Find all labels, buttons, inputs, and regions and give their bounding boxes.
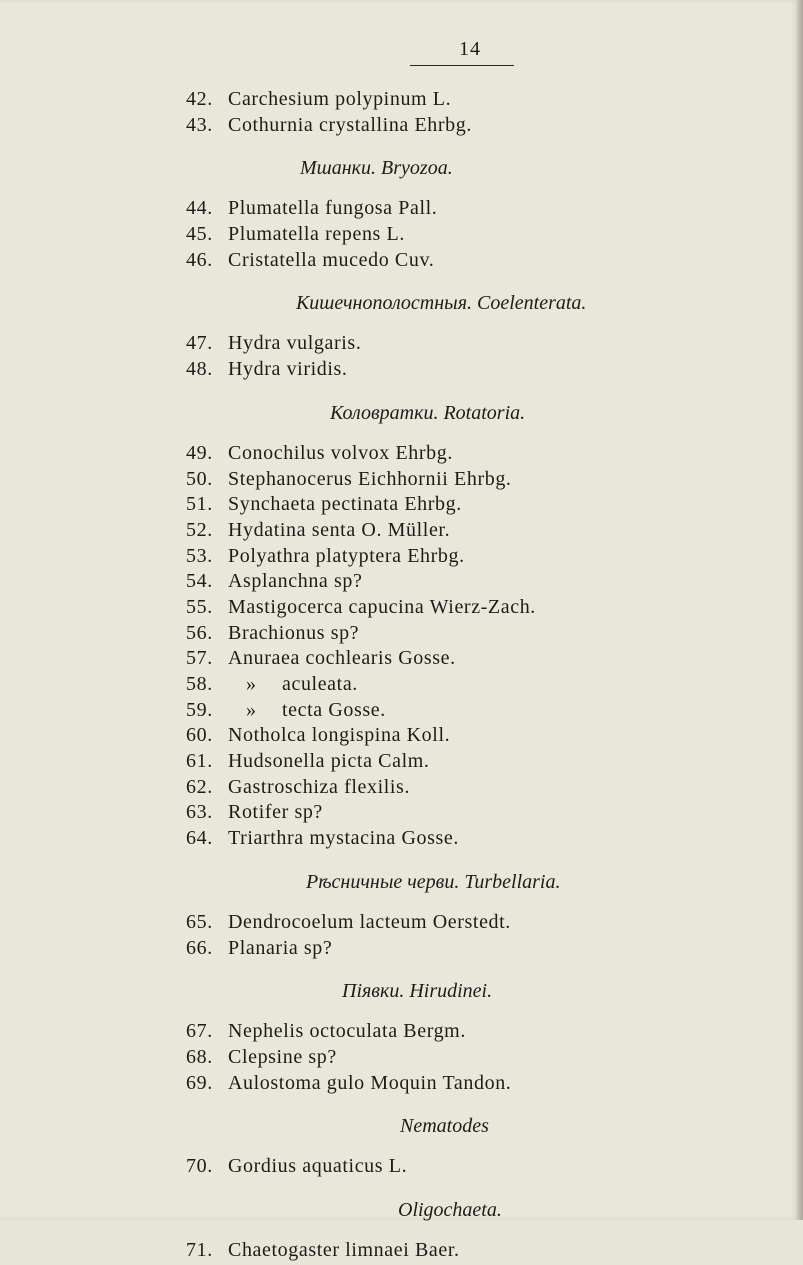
species-entry bbox=[186, 468, 626, 494]
species-entry bbox=[186, 699, 626, 725]
entry-number: 44. bbox=[186, 197, 213, 220]
species-entry bbox=[186, 88, 626, 114]
ditto-mark: » bbox=[246, 698, 257, 721]
species-name: Nephelis octoculata Bergm. bbox=[228, 1020, 466, 1043]
species-entry bbox=[186, 596, 626, 622]
page-number: 14 bbox=[459, 38, 481, 60]
entry-number: 60. bbox=[186, 724, 213, 747]
group-heading: Коловратки. Rotatoria. bbox=[330, 401, 526, 424]
entry-number: 50. bbox=[186, 467, 213, 490]
species-entry bbox=[186, 724, 626, 750]
species-name: Chaetogaster limnaei Baer. bbox=[228, 1238, 460, 1261]
species-name: Polyathra platyptera Ehrbg. bbox=[228, 544, 465, 567]
species-name: Hydra viridis. bbox=[228, 358, 348, 381]
species-name: Gordius aquaticus L. bbox=[228, 1155, 408, 1178]
species-entry bbox=[186, 197, 626, 223]
entry-number: 46. bbox=[186, 248, 213, 271]
group-heading: Nematodes bbox=[400, 1115, 489, 1138]
species-name: Triarthra mystacina Gosse. bbox=[228, 827, 459, 850]
page-number-rule bbox=[410, 65, 514, 66]
species-entry bbox=[186, 622, 626, 648]
entry-number: 55. bbox=[186, 595, 213, 618]
entry-number: 71. bbox=[186, 1238, 213, 1261]
entry-number: 49. bbox=[186, 441, 213, 464]
species-name: Plumatella repens L. bbox=[228, 223, 405, 246]
species-name: Mastigocerca capucina Wierz-Zach. bbox=[228, 595, 536, 618]
entry-number: 42. bbox=[186, 88, 213, 110]
group-heading: Мшанки. Bryozoa. bbox=[300, 157, 453, 180]
species-name: Hudsonella picta Calm. bbox=[228, 750, 430, 773]
page-edge-shadow bbox=[797, 0, 803, 1220]
entry-number: 58. bbox=[186, 673, 213, 695]
species-entry bbox=[186, 358, 626, 384]
species-entry bbox=[186, 249, 626, 275]
entry-number: 52. bbox=[186, 518, 213, 541]
entry-number: 70. bbox=[186, 1155, 213, 1178]
species-name: Stephanocerus Eichhornii Ehrbg. bbox=[228, 467, 512, 490]
species-name: aculeata. bbox=[282, 673, 358, 695]
entry-number: 65. bbox=[186, 910, 213, 933]
entry-number: 54. bbox=[186, 570, 213, 593]
species-name: tecta Gosse. bbox=[282, 698, 386, 721]
ditto-mark: » bbox=[246, 673, 257, 695]
species-name: Notholca longispina Koll. bbox=[228, 724, 451, 747]
entry-number: 64. bbox=[186, 827, 213, 850]
species-name: Carchesium polypinum L. bbox=[228, 88, 452, 110]
entry-number: 66. bbox=[186, 936, 213, 959]
species-name: Dendrocoelum lacteum Oerstedt. bbox=[228, 910, 511, 933]
species-name: Brachionus sp? bbox=[228, 621, 360, 644]
species-name: Aulostoma gulo Moquin Tandon. bbox=[228, 1071, 512, 1094]
species-list bbox=[186, 88, 626, 1265]
entry-number: 67. bbox=[186, 1020, 213, 1043]
species-entry bbox=[186, 750, 626, 776]
species-entry bbox=[186, 570, 626, 596]
entry-number: 51. bbox=[186, 493, 213, 516]
species-entry bbox=[186, 545, 626, 571]
entry-number: 48. bbox=[186, 358, 213, 381]
group-heading: Кишечнополостныя. Coelenterata. bbox=[296, 292, 587, 315]
species-entry bbox=[186, 519, 626, 545]
entry-number: 62. bbox=[186, 775, 213, 798]
entry-number: 61. bbox=[186, 750, 213, 773]
entry-number: 57. bbox=[186, 647, 213, 670]
species-entry bbox=[186, 493, 626, 519]
species-entry bbox=[186, 114, 626, 140]
species-entry bbox=[186, 1239, 626, 1265]
species-entry bbox=[186, 673, 626, 699]
entry-number: 43. bbox=[186, 113, 213, 136]
species-name: Plumatella fungosa Pall. bbox=[228, 197, 438, 220]
species-entry bbox=[186, 1072, 626, 1098]
species-entry bbox=[186, 442, 626, 468]
species-name: Anuraea cochlearis Gosse. bbox=[228, 647, 456, 670]
species-entry bbox=[186, 937, 626, 963]
entry-number: 47. bbox=[186, 332, 213, 355]
species-entry bbox=[186, 1020, 626, 1046]
species-entry bbox=[186, 776, 626, 802]
entry-number: 68. bbox=[186, 1045, 213, 1068]
species-name: Cristatella mucedo Cuv. bbox=[228, 248, 435, 271]
species-name: Rotifer sp? bbox=[228, 801, 323, 824]
species-entry bbox=[186, 1046, 626, 1072]
species-name: Asplanchna sp? bbox=[228, 570, 363, 593]
species-entry bbox=[186, 223, 626, 249]
species-entry bbox=[186, 1155, 626, 1181]
species-name: Hydatina senta O. Müller. bbox=[228, 518, 451, 541]
group-heading: Oligochaeta. bbox=[398, 1198, 502, 1221]
entry-number: 69. bbox=[186, 1071, 213, 1094]
species-name: Clepsine sp? bbox=[228, 1045, 337, 1068]
species-entry bbox=[186, 332, 626, 358]
group-heading: Піявки. Hirudinei. bbox=[342, 980, 493, 1003]
entry-number: 53. bbox=[186, 544, 213, 567]
species-entry bbox=[186, 827, 626, 853]
entry-number: 63. bbox=[186, 801, 213, 824]
entry-number: 45. bbox=[186, 223, 213, 246]
species-name: Gastroschiza flexilis. bbox=[228, 775, 411, 798]
entry-number: 56. bbox=[186, 621, 213, 644]
species-name: Conochilus volvox Ehrbg. bbox=[228, 441, 453, 464]
species-entry bbox=[186, 911, 626, 937]
group-heading: Рѣсничные черви. Turbellaria. bbox=[306, 870, 561, 893]
species-entry bbox=[186, 647, 626, 673]
species-name: Synchaeta pectinata Ehrbg. bbox=[228, 493, 462, 516]
entry-number: 59. bbox=[186, 698, 213, 721]
species-name: Planaria sp? bbox=[228, 936, 333, 959]
species-entry bbox=[186, 801, 626, 827]
species-name: Hydra vulgaris. bbox=[228, 332, 362, 355]
species-name: Cothurnia crystallina Ehrbg. bbox=[228, 113, 472, 136]
